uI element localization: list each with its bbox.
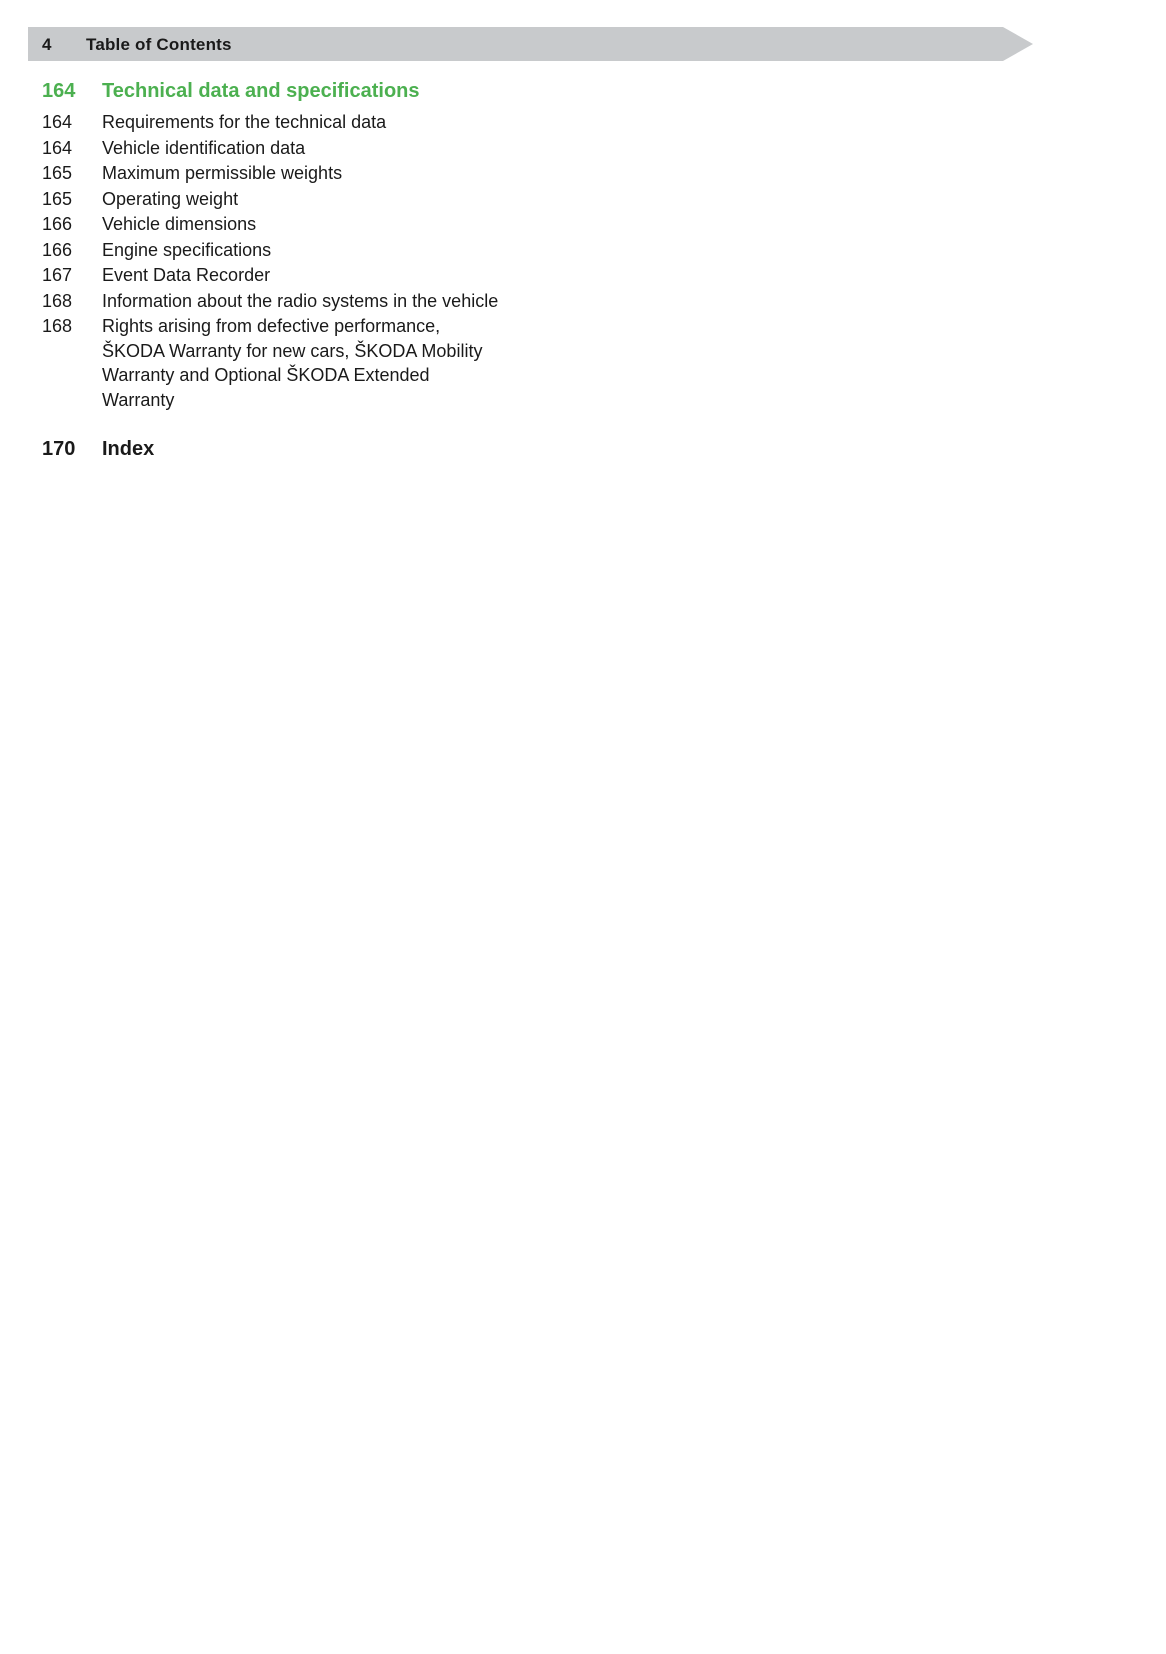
toc-entry-label: Requirements for the technical data [102,112,387,132]
toc-entry-page: 165 [42,188,73,209]
toc-section-heading[interactable] [42,78,512,104]
toc-entry[interactable] [42,187,512,212]
page-title: Table of Contents [86,35,232,54]
toc-entry[interactable] [42,238,512,263]
toc-entry-page: 166 [42,239,73,260]
toc-entry-label: Maximum permissible weights [102,163,343,183]
toc-entry[interactable] [42,289,512,314]
toc-section-label: Technical data and specifications [102,80,420,102]
toc-entry[interactable] [42,263,512,288]
toc-index-page: 170 [42,438,76,460]
toc-entry-page: 164 [42,137,73,158]
toc-entry-page: 164 [42,112,73,132]
page-header [28,27,1033,61]
toc-entry-label: Operating weight [102,188,239,209]
toc-entry-label: Engine specifications [102,239,272,260]
toc-section-page: 164 [42,80,76,102]
toc-entry[interactable] [42,161,512,186]
header-page-number: 4 [42,35,52,54]
toc-entry[interactable] [42,212,512,237]
toc-entry-label: Vehicle dimensions [102,214,257,234]
toc-entry-page: 168 [42,316,73,336]
toc-entry[interactable] [42,136,512,161]
toc-entry-page: 168 [42,290,73,311]
toc-entry-label: Rights arising from defective performance, ŠKODA Warranty for new cars, ŠKODA Mobility Warranty and Optional ŠKODA Extended Warranty [102,316,483,410]
toc-entry-page: 165 [42,163,73,183]
table-of-contents [42,78,512,462]
toc-index-entry[interactable] [42,436,512,462]
toc-entry-page: 167 [42,265,73,285]
toc-entry[interactable] [42,110,512,135]
toc-entry-label: Event Data Recorder [102,265,271,285]
toc-entry-label: Vehicle identification data [102,137,306,158]
toc-index-label: Index [102,438,155,460]
toc-entry[interactable] [42,314,512,412]
toc-entry-label: Information about the radio systems in the vehicle [102,290,499,311]
toc-entry-page: 166 [42,214,73,234]
header-arrow-shape [1003,27,1033,61]
